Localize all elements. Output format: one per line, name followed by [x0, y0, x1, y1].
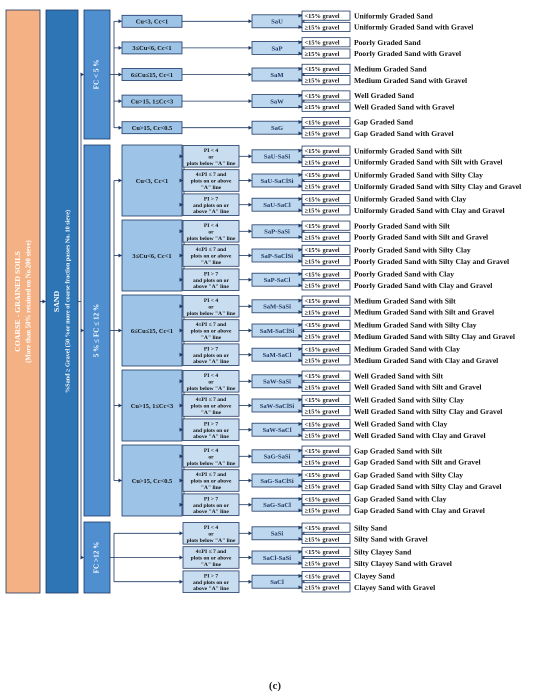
soil-name-result: Silty Clayey Sand with Gravel — [354, 558, 452, 568]
arrow-head — [249, 99, 253, 103]
criteria-line: plots below "A" line — [186, 537, 236, 544]
criteria-line: or — [208, 454, 214, 461]
arrow-head — [81, 329, 85, 333]
criteria-line: PI > 7 — [203, 421, 219, 428]
arrow-head — [249, 73, 253, 77]
gravel-threshold-label: ≥15% gravel — [304, 282, 340, 290]
soil-name-result: Poorly Graded Sand with Clay and Gravel — [354, 280, 493, 290]
soil-name-result: Gap Graded Sand with Clay — [354, 494, 447, 504]
soil-name-result: Silty Clayey Sand — [354, 547, 412, 557]
arrow-head — [119, 329, 123, 333]
soil-symbol: SaG-SaClSi — [260, 477, 294, 485]
gradation-condition-label: 6≤Cu≤15, Cc<1 — [130, 71, 174, 79]
criteria-line: above "A" line — [193, 586, 229, 593]
soil-name-result: Medium Graded Sand with Silt and Gravel — [354, 307, 495, 317]
soil-name-result: Poorly Graded Sand with Clay — [354, 269, 454, 279]
soil-name-result: Uniformly Graded Sand with Silt with Gravel — [354, 157, 503, 167]
soil-symbol: SaM-SaClSi — [259, 327, 295, 335]
gravel-threshold-label: <15% gravel — [304, 524, 340, 532]
arrow-head — [119, 73, 123, 77]
arrow-head — [249, 329, 253, 333]
gradation-condition-label: 6≤Cu≤15, Cc<1 — [130, 327, 174, 335]
criteria-line: PI < 4 — [203, 148, 219, 154]
gravel-threshold-label: <15% gravel — [304, 297, 340, 305]
soil-name-result: Medium Graded Sand with Silty Clay — [354, 320, 477, 330]
soil-symbol: SaCl-SaSi — [262, 554, 292, 562]
criteria-line: PI > 7 — [203, 271, 219, 278]
gravel-threshold-label: ≥15% gravel — [304, 130, 340, 138]
soil-name-result: Poorly Graded Sand with Silt and Gravel — [354, 232, 489, 242]
soil-name-result: Poorly Graded Sand with Silt — [354, 221, 450, 231]
gradation-condition-label: Cu<3, Cc<1 — [135, 177, 169, 185]
arrow-head — [249, 179, 253, 183]
soil-name-result: Poorly Graded Sand with Silty Clay and Gravel — [354, 256, 510, 266]
arrow-head — [119, 126, 123, 130]
criteria-line: or — [208, 379, 214, 386]
arrow-head — [119, 179, 123, 183]
gradation-condition-label: 3≤Cu<6, Cc<1 — [132, 45, 172, 53]
soil-name-result: Uniformly Graded Sand with Clay — [354, 194, 467, 204]
criteria-line: above "A" line — [193, 434, 229, 441]
gravel-threshold-label: ≥15% gravel — [304, 159, 340, 167]
soil-symbol: SaSi — [270, 530, 284, 538]
soil-name-result: Well Graded Sand — [354, 91, 414, 101]
criteria-line: above "A" line — [193, 284, 229, 291]
soil-name-result: Uniformly Graded Sand with Silty Clay — [354, 170, 483, 180]
soil-name-result: Gap Graded Sand with Clay and Gravel — [354, 505, 485, 515]
criteria-line: plots on or above — [190, 478, 232, 485]
criteria-line: above "A" line — [193, 509, 229, 516]
criteria-line: and plots on or — [193, 202, 229, 209]
gravel-threshold-label: ≥15% gravel — [304, 507, 340, 515]
gravel-threshold-label: ≥15% gravel — [304, 560, 340, 568]
soil-symbol: SaW-SaCl — [262, 427, 292, 435]
gravel-threshold-label: <15% gravel — [304, 397, 340, 405]
arrow-head — [81, 556, 85, 560]
arrow-head — [249, 556, 253, 560]
gravel-threshold-label: <15% gravel — [304, 372, 340, 380]
soil-name-result: Well Graded Sand with Gravel — [354, 102, 455, 112]
gravel-threshold-label: <15% gravel — [304, 172, 340, 180]
soil-name-result: Well Graded Sand with Silty Clay — [354, 395, 464, 405]
arrow-head — [119, 46, 123, 50]
soil-symbol: SaP-SaClSi — [260, 252, 294, 260]
criteria-line: "A" line — [200, 485, 222, 491]
gravel-threshold-label: ≥15% gravel — [304, 333, 340, 341]
criteria-line: 4≤PI ≤ 7 and — [195, 397, 227, 404]
criteria-line: PI > 7 — [203, 496, 219, 503]
arrow-head — [249, 479, 253, 483]
gravel-threshold-label: <15% gravel — [304, 271, 340, 279]
gravel-threshold-label: ≥15% gravel — [304, 234, 340, 242]
criteria-line: 4≤PI ≤ 7 and — [195, 472, 227, 479]
criteria-line: plots on or above — [190, 328, 232, 335]
criteria-line: and plots on or — [193, 352, 229, 359]
criteria-line: 4≤PI ≤ 7 and — [195, 172, 227, 179]
arrow-head — [119, 99, 123, 103]
criteria-line: above "A" line — [193, 359, 229, 366]
criteria-line: PI < 4 — [203, 525, 219, 531]
arrow-head — [249, 428, 253, 432]
arrow-head — [249, 503, 253, 507]
criteria-line: "A" line — [200, 562, 222, 568]
gravel-threshold-label: ≥15% gravel — [304, 104, 340, 112]
soil-symbol: SaG — [270, 125, 284, 133]
arrow-head — [249, 353, 253, 357]
soil-symbol: SaU-SaSi — [263, 153, 291, 161]
soil-name-result: Uniformly Graded Sand with Clay and Gravel — [354, 205, 505, 215]
coarse-subtitle: (More than 50% retained on No.200 sieve) — [25, 240, 33, 363]
gravel-threshold-label: ≥15% gravel — [304, 183, 340, 191]
arrow-head — [249, 278, 253, 282]
gravel-threshold-label: ≥15% gravel — [304, 309, 340, 317]
gravel-threshold-label: ≥15% gravel — [304, 408, 340, 416]
criteria-line: and plots on or — [193, 502, 229, 509]
gravel-threshold-label: ≥15% gravel — [304, 584, 340, 592]
soil-symbol: SaG-SaCl — [263, 502, 291, 510]
arrow-head — [249, 531, 253, 535]
criteria-line: and plots on or — [193, 427, 229, 434]
arrow-head — [180, 531, 184, 535]
gradation-condition-label: Cu>15, 1≤Cc<3 — [130, 98, 174, 106]
arrow-head — [43, 300, 47, 304]
criteria-line: PI < 4 — [203, 223, 219, 229]
fc-group-label: 5 % ≤ FC ≤ 12 % — [92, 303, 101, 358]
soil-name-result: Well Graded Sand with Clay — [354, 419, 448, 429]
arrow-head — [119, 19, 123, 23]
sand-subtitle: %Sand ≥ Gravel (50 %or more of coarse fraction passes No. 10 sieve) — [64, 209, 72, 394]
fc-group-label: FC >12 % — [92, 541, 101, 574]
gravel-threshold-label: <15% gravel — [304, 573, 340, 581]
soil-name-result: Medium Graded Sand with Silty Clay and Gravel — [354, 331, 515, 341]
arrow-head — [249, 404, 253, 408]
gravel-threshold-label: <15% gravel — [304, 12, 340, 20]
gravel-threshold-label: <15% gravel — [304, 472, 340, 480]
coarse-grained-soils-box — [6, 10, 40, 593]
arrow-head — [249, 19, 253, 23]
gravel-threshold-label: <15% gravel — [304, 421, 340, 429]
criteria-line: 4≤PI ≤ 7 and — [195, 247, 227, 254]
criteria-line: plots on or above — [190, 178, 232, 185]
soil-name-result: Silty Sand with Gravel — [354, 534, 428, 544]
gravel-threshold-label: ≥15% gravel — [304, 207, 340, 215]
criteria-line: plots below "A" line — [186, 460, 236, 467]
arrow-head — [249, 154, 253, 158]
soil-name-result: Uniformly Graded Sand — [354, 11, 433, 21]
criteria-line: plots on or above — [190, 403, 232, 410]
soil-name-result: Gap Graded Sand with Silty Clay — [354, 470, 464, 480]
gravel-threshold-label: ≥15% gravel — [304, 432, 340, 440]
criteria-line: and plots on or — [193, 579, 229, 586]
figure-caption: (c) — [268, 680, 282, 692]
soil-name-result: Clayey Sand — [354, 571, 395, 581]
criteria-line: "A" line — [200, 335, 222, 341]
gradation-condition-label: 3≤Cu<6, Cc<1 — [132, 252, 172, 260]
soil-name-result: Poorly Graded Sand — [354, 37, 421, 47]
soil-symbol: SaW-SaClSi — [259, 402, 295, 410]
gravel-threshold-label: <15% gravel — [304, 119, 340, 127]
gradation-condition-label: Cu>15, Cc<0.5 — [131, 125, 173, 132]
arrow-head — [119, 479, 123, 483]
soil-name-result: Gap Graded Sand with Silty Clay and Gravel — [354, 481, 502, 491]
gradation-condition-label: Cu>15, 1≤Cc<3 — [130, 402, 174, 410]
criteria-line: PI < 4 — [203, 448, 219, 454]
gravel-threshold-label: <15% gravel — [304, 247, 340, 255]
criteria-line: plots below "A" line — [186, 385, 236, 392]
gravel-threshold-label: ≥15% gravel — [304, 536, 340, 544]
criteria-line: 4≤PI ≤ 7 and — [195, 549, 227, 556]
criteria-line: plots below "A" line — [186, 310, 236, 317]
soil-name-result: Well Graded Sand with Clay and Gravel — [354, 430, 486, 440]
arrow-head — [249, 580, 253, 584]
soil-symbol: SaU-SaClSi — [260, 177, 294, 185]
soil-symbol: SaW-SaSi — [263, 378, 291, 386]
soil-symbol: SaM-SaSi — [263, 303, 291, 311]
gravel-threshold-label: ≥15% gravel — [304, 258, 340, 266]
criteria-line: PI > 7 — [203, 346, 219, 353]
criteria-line: PI > 7 — [203, 196, 219, 203]
arrow-head — [249, 203, 253, 207]
criteria-line: plots on or above — [190, 253, 232, 260]
arrow-head — [180, 556, 184, 560]
arrow-head — [249, 254, 253, 258]
soil-name-result: Well Graded Sand with Silty Clay and Gravel — [354, 406, 503, 416]
fc-group-label: FC < 5 % — [92, 59, 101, 90]
arrow-head — [249, 379, 253, 383]
gravel-threshold-label: <15% gravel — [304, 196, 340, 204]
soil-symbol: SaU — [271, 18, 283, 26]
soil-name-result: Gap Graded Sand — [354, 117, 414, 127]
soil-symbol: SaG-SaSi — [263, 453, 291, 461]
soil-symbol: SaCl — [270, 579, 284, 587]
arrow-head — [81, 73, 85, 77]
criteria-line: or — [208, 154, 214, 161]
criteria-line: and plots on or — [193, 277, 229, 284]
arrow-head — [249, 126, 253, 130]
criteria-line: plots on or above — [190, 555, 232, 562]
gravel-threshold-label: ≥15% gravel — [304, 459, 340, 467]
sand-box — [46, 10, 78, 593]
soil-name-result: Uniformly Graded Sand with Silty Clay and Gravel — [354, 181, 522, 191]
criteria-line: plots below "A" line — [186, 235, 236, 242]
soil-name-result: Gap Graded Sand with Silt — [354, 446, 443, 456]
soil-symbol: SaM-SaCl — [262, 352, 292, 360]
criteria-line: "A" line — [200, 260, 222, 266]
soil-name-result: Uniformly Graded Sand with Silt — [354, 146, 463, 156]
gradation-condition-label: Cu<3, Cc<1 — [135, 18, 169, 26]
arrow-head — [180, 580, 184, 584]
criteria-line: PI < 4 — [203, 373, 219, 379]
soil-symbol: SaP-SaSi — [264, 228, 290, 236]
gravel-threshold-label: <15% gravel — [304, 66, 340, 74]
soil-name-result: Gap Graded Sand with Silt and Gravel — [354, 457, 481, 467]
soil-name-result: Medium Graded Sand with Gravel — [354, 75, 468, 85]
criteria-line: PI < 4 — [203, 298, 219, 304]
soil-name-result: Medium Graded Sand — [354, 64, 427, 74]
soil-symbol: SaP — [271, 45, 283, 53]
soil-name-result: Medium Graded Sand with Clay — [354, 344, 460, 354]
arrow-head — [119, 404, 123, 408]
criteria-line: 4≤PI ≤ 7 and — [195, 322, 227, 329]
gravel-threshold-label: ≥15% gravel — [304, 24, 340, 32]
gravel-threshold-label: <15% gravel — [304, 346, 340, 354]
gravel-threshold-label: <15% gravel — [304, 222, 340, 230]
gravel-threshold-label: <15% gravel — [304, 549, 340, 557]
soil-name-result: Poorly Graded Sand with Gravel — [354, 49, 462, 59]
criteria-line: "A" line — [200, 410, 222, 416]
coarse-title: COARSE - GRAINED SOILS — [12, 251, 22, 352]
gravel-threshold-label: <15% gravel — [304, 147, 340, 155]
gravel-threshold-label: <15% gravel — [304, 496, 340, 504]
soil-symbol: SaP-SaCl — [263, 277, 291, 285]
gravel-threshold-label: ≥15% gravel — [304, 77, 340, 85]
criteria-line: plots below "A" line — [186, 160, 236, 167]
soil-name-result: Silty Sand — [354, 523, 388, 533]
gravel-threshold-label: ≥15% gravel — [304, 384, 340, 392]
soil-symbol: SaM — [270, 71, 284, 79]
criteria-line: PI > 7 — [203, 573, 219, 580]
soil-symbol: SaU-SaCl — [263, 202, 291, 210]
soil-name-result: Well Graded Sand with Silt — [354, 371, 444, 381]
soil-name-result: Well Graded Sand with Silt and Gravel — [354, 382, 482, 392]
arrow-head — [119, 254, 123, 258]
criteria-line: or — [208, 229, 214, 236]
arrow-head — [249, 454, 253, 458]
arrow-head — [249, 304, 253, 308]
sand-title: SAND — [51, 290, 61, 313]
gravel-threshold-label: <15% gravel — [304, 447, 340, 455]
gravel-threshold-label: <15% gravel — [304, 322, 340, 330]
soil-name-result: Gap Graded Sand with Gravel — [354, 128, 454, 138]
gravel-threshold-label: <15% gravel — [304, 92, 340, 100]
arrow-head — [249, 46, 253, 50]
soil-symbol: SaW — [270, 98, 284, 106]
gravel-threshold-label: <15% gravel — [304, 39, 340, 47]
soil-name-result: Medium Graded Sand with Silt — [354, 296, 456, 306]
criteria-line: above "A" line — [193, 209, 229, 216]
soil-name-result: Uniformly Graded Sand with Gravel — [354, 22, 474, 32]
criteria-line: or — [208, 304, 214, 311]
gradation-condition-label: Cu>15, Cc<0.5 — [131, 477, 173, 485]
soil-name-result: Clayey Sand with Gravel — [354, 582, 436, 592]
soil-name-result: Medium Graded Sand with Clay and Gravel — [354, 355, 499, 365]
arrow-head — [249, 229, 253, 233]
criteria-line: "A" line — [200, 185, 222, 191]
gravel-threshold-label: ≥15% gravel — [304, 483, 340, 491]
gravel-threshold-label: ≥15% gravel — [304, 50, 340, 58]
gravel-threshold-label: ≥15% gravel — [304, 357, 340, 365]
soil-name-result: Poorly Graded Sand with Silty Clay — [354, 245, 471, 255]
criteria-line: or — [208, 531, 214, 538]
